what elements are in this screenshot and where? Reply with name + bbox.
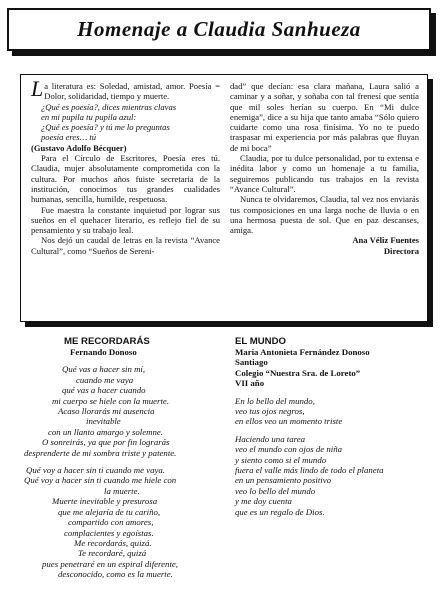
poem-stanza [24,364,224,458]
poem-line: Qué voy a hacer sin ti cuando me hiele con [24,475,177,486]
spacer [235,427,440,434]
quote-line: ¿Qué es poesía? y tú me lo preguntas [41,122,170,133]
poem-line: qué vas a hacer cuando [62,385,146,396]
poem-line: desprenderte de mi sombra triste y patente. [24,447,177,458]
poem-line: fuera el valle más lindo de todo el planeta [235,465,384,476]
poem-line: en ellos veo un momento triste [235,416,343,427]
poem-line: Acaso llorarás mi ausencia [58,406,155,417]
poem-line: con un llanto amargo y solemne. [48,426,163,437]
poem-line: Te recordaré, quizá [78,548,147,559]
homage-intro-text: a literatura es: Soledad, amistad, amor. Poesía = Dolor, solidaridad, tiempo y muerte. [44,81,220,102]
homage-left-column [31,76,220,317]
homage-right-column [230,81,419,317]
poem-line: Haciendo una tarea [235,433,306,444]
drop-cap: L [31,76,44,101]
poem-title: EL MUNDO [235,336,286,347]
poem-line: en un pensamiento positivo [235,475,332,486]
poem-author: María Antonieta Fernández Donoso [235,347,370,357]
poem-line: desconocido, como es la muerte. [58,569,173,580]
poem-line: complacientes y egoístas. [64,527,154,538]
poem-line: veo tus ojos negros, [235,406,305,417]
poem-line: Muerte inevitable y presurosa [52,496,158,507]
poem-stanza [24,465,224,579]
homage-intro-paragraph [31,76,220,102]
spacer [24,458,224,465]
poem-line: O sonreirás, ya que por fin lograrás [42,437,170,448]
spacer [235,389,440,396]
poem-stanza [235,434,440,517]
poem-line: inevitable [86,416,121,427]
homage-paragraph: Nos dejó un caudal de letras en la revista “Avance Cultural”, como “Sueños de Sereni- [31,235,220,256]
poem-author-school: Colegio “Nuestra Sra. de Loreto” [235,367,361,378]
signature-role: Directora [383,245,419,256]
poem-stanza [235,396,440,427]
poem-line: la muerte. [104,485,140,496]
poem-line: Qué vas a hacer sin mí, [62,364,146,375]
poem-author: Fernando Donoso [70,347,137,357]
poem-author-city: Santiago [235,357,268,368]
poem-title: ME RECORDARÁS [64,336,150,347]
page-title: Homenaje a Claudia Sanhueza [77,17,361,41]
poem-me-recordaras [24,336,224,580]
homage-paragraph: dad” que decían: esa clara mañana, Laura salió a caminar y a soñar, y soñaba con tal frenesí que sentía que mil soles herían su cuerpo. En “Mi dulce enemiga”, dice a su hija que tanto amaba “Sólo quiero cuidarte como una rosa finísima. Yo no te puedo traspasar mi experiencia por más palabras que fluyan de mi boca” [230,81,419,153]
poem-line: que es un regalo de Dios. [235,506,325,517]
quote-line: en mi pupila tu pupila azul: [41,111,137,122]
poem-line: compartido con amores, [68,517,154,528]
signature-name: Ana Véliz Fuentes [352,235,419,246]
homage-paragraph: Fue maestra la constante inquietud por lograr sus sueños en el quehacer literario, es reflejo fiel de su pensamiento y su trabajo leal. [31,204,220,236]
poem-line: pues penetraré en un espiral diferente, [42,558,178,569]
poem-line: veo lo bello del mundo [235,485,316,496]
header-box [7,8,431,51]
homage-paragraph: Para el Círculo de Escritores, Poesía eres tú. Claudia, mujer absolutamente comprometida con la cultura. Por muchos años fuiste secretaria de la institución, conocimos tus grandes cualidades humanas, sencilla, humilde, respetuosa. [31,153,220,205]
poem-el-mundo [235,336,440,517]
poem-line: Me recordarás, quizá. [74,537,152,548]
poem-line: y me doy cuenta [235,496,292,507]
quote-line: ¿Qué es poesía?, dices mientras clavas [41,101,177,112]
quote-line: poesía eres… tú [41,132,97,143]
homage-paragraph: Claudia, por tu dulce personalidad, por tu extensa e inédita labor y como un homenaje a tu familia, seguiremos publicando tus trabajos en la revista “Avance Cultural”. [230,153,419,194]
spacer [24,357,224,364]
homage-paragraph: Nunca te olvidaremos, Claudia, tal vez nos enviarás tus composiciones en una larga noche de lluvia o en una hermosa puesta de sol. Que en paz descanses, amiga. [230,194,419,236]
poem-line: mi cuerpo se hiele con la muerte. [52,395,170,406]
quote-author: (Gustavo Adolfo Bécquer) [31,142,127,153]
poem-line: que me alejaría de tu cariño, [58,506,161,517]
poem-line: y siento como si el mundo [235,454,327,465]
poem-line: Qué voy a hacer sin ti cuando me vaya. [26,465,165,476]
homage-box [20,74,428,322]
poem-author-grade: VII año [235,378,265,389]
poem-line: En lo bello del mundo, [235,395,315,406]
poem-line: cuando me vaya [76,374,134,385]
poem-line: veo el mundo con ojos de niña [235,444,343,455]
